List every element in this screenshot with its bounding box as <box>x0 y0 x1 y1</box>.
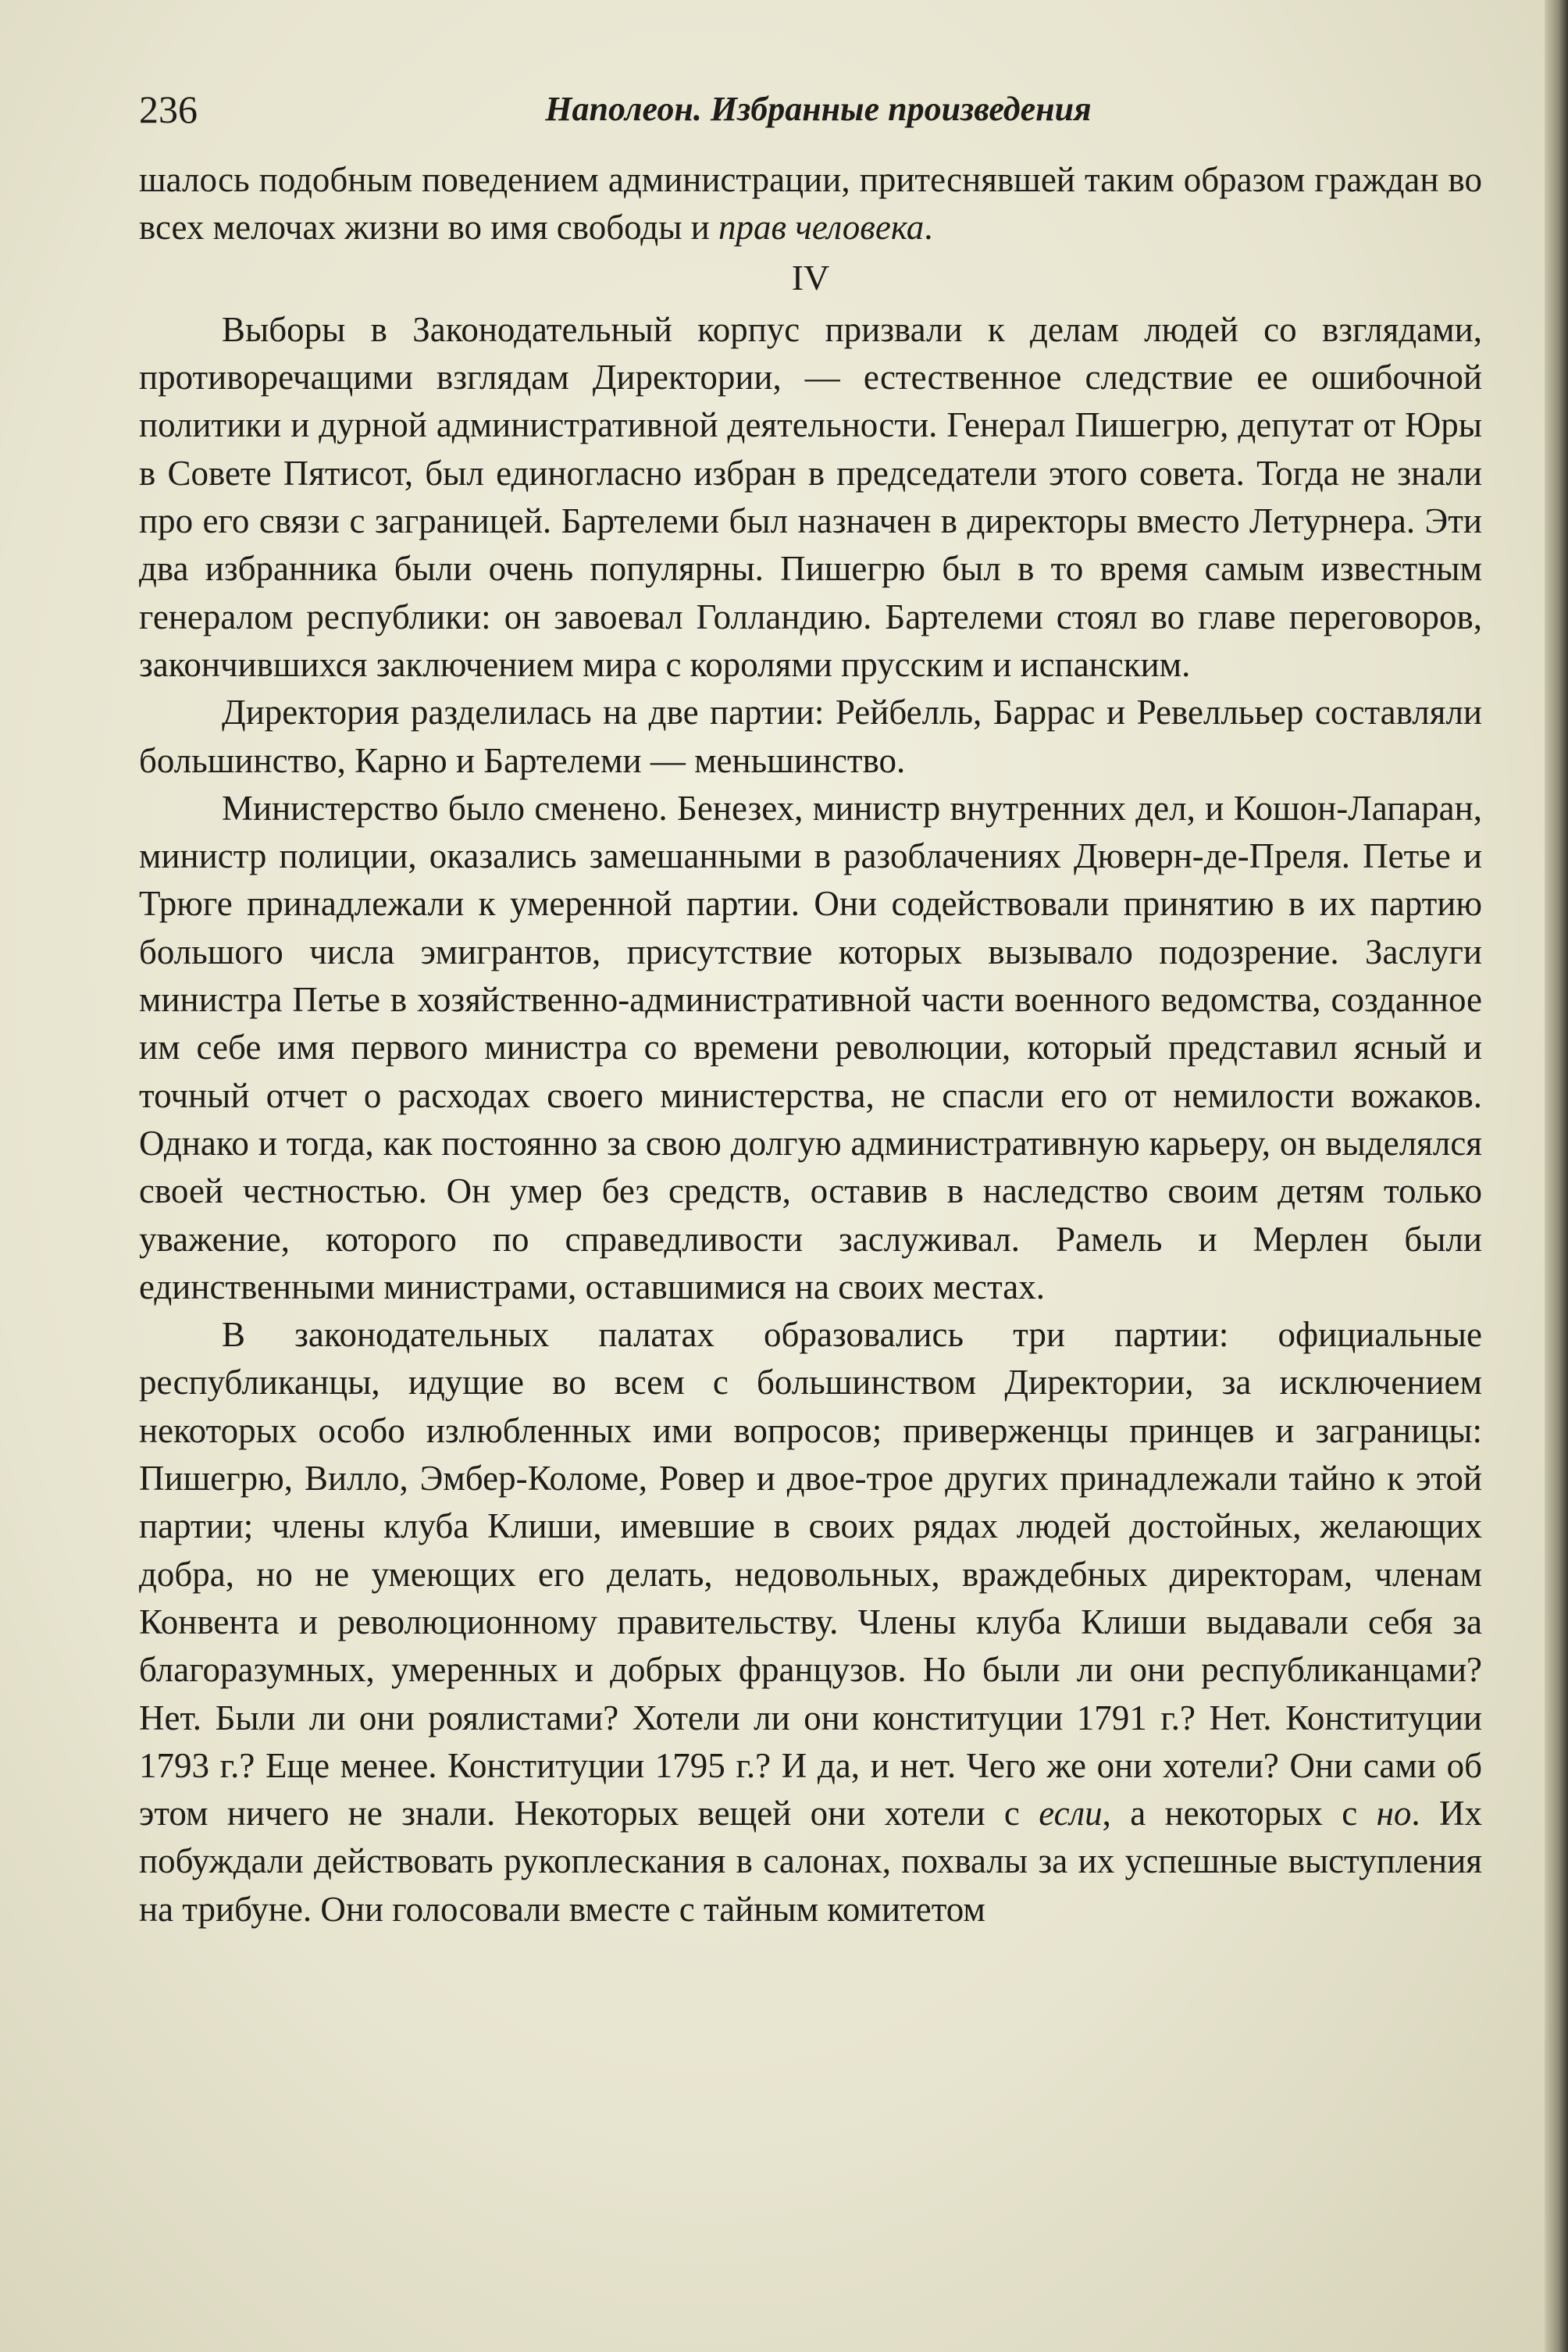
paragraph-4-italic-no: но <box>1376 1794 1412 1833</box>
paragraph-0-end: . <box>924 208 933 248</box>
paragraph-0-italic: прав человека <box>718 208 925 248</box>
page-number: 236 <box>139 87 198 131</box>
paragraph-continuation <box>139 156 1482 252</box>
running-title: Наполеон. Избранные произведения <box>545 90 1092 128</box>
paragraph-4 <box>139 1311 1482 1933</box>
paragraph-4-part-a: В законодательных палатах образовались три партии: официальные республиканцы, идущие во всем с большинством Директории, за исключением некоторых особо излюбленных ими вопросов; приверженцы принцев и заграницы: Пишегрю, Вилло, Эмбер-Коломе, Ровер и двое-трое других принадлежали тайно к этой партии; члены клуба Клиши, имевшие в своих рядах людей достойных, желающих добра, но не умеющих его делать, недовольных, враждебных директорам, членам Конвента и революционному правительству. Члены клуба Клиши выдавали себя за благоразумных, умеренных и добрых французов. Но были ли они республиканцами? Нет. Были ли они роялистами? Хотели ли они конституции 1791 г.? Нет. Конституции 1793 г.? Еще менее. Конституции 1795 г.? И да, и нет. Чего же они хотели? Они сами об этом ничего не знали. Некоторых вещей они хотели с <box>139 1315 1482 1833</box>
paragraph-0-text: шалось подобным поведением администрации, притеснявшей таким образом граждан во всех мелочах жизни во имя свободы и <box>139 160 1482 248</box>
paragraph-2: Директория разделилась на две партии: Рейбелль, Баррас и Ревеллььер составляли большинство, Карно и Бартелеми — меньшинство. <box>139 693 1482 780</box>
body-text <box>139 156 1482 1933</box>
paragraph-4-part-c: . Их побуждали действовать рукоплескания в салонах, похвалы за их успешные выступления на трибуне. Они голосовали вместе с тайным комитетом <box>139 1794 1483 1929</box>
paragraph-4-italic-esli: если <box>1039 1794 1103 1833</box>
paragraph-3: Министерство было сменено. Бенезех, министр внутренних дел, и Кошон-Лапаран, министр полиции, оказались замешанными в разоблачениях Дюверн-де-Преля. Петье и Трюге принадлежали к умеренной партии. Они содействовали принятию в их партию большого числа эмигрантов, присутствие которых вызывало подозрение. Заслуги министра Петье в хозяйственно-административной части военного ведомства, созданное им себе имя первого министра со времени революции, который представил ясный и точный отчет о расходах своего министерства, не спасли его от немилости вожаков. Однако и тогда, как постоянно за свою долгую административную карьеру, он выделялся своей честностью. Он умер без средств, оставив в наследство своим детям только уважение, которого по справедливости заслуживал. Рамель и Мерлен были единственными министрами, оставшимися на своих местах. <box>139 788 1482 1306</box>
section-numeral: IV <box>791 257 830 298</box>
page-edge-shadow <box>1545 0 1568 2352</box>
paragraph-4-part-b: , а некоторых с <box>1102 1794 1358 1833</box>
paragraph-1: Выборы в Законодательный корпус призвали к делам людей со взглядами, противоречащими взглядам Директории, — естественное следствие ее ошибочной политики и дурной административной деятельности. Генерал Пишегрю, депутат от Юры в Совете Пятисот, был единогласно избран в председатели этого совета. Тогда не знали про его связи с заграницей. Бартелеми был назначен в директоры вместо Летурнера. Эти два избранника были очень популярны. Пишегрю был в то время самым известным генералом республики: он завоевал Голландию. Бартелеми стоял во главе переговоров, закончившихся заключением мира с королями прусским и испанским. <box>139 309 1482 684</box>
page-header <box>139 78 1498 141</box>
